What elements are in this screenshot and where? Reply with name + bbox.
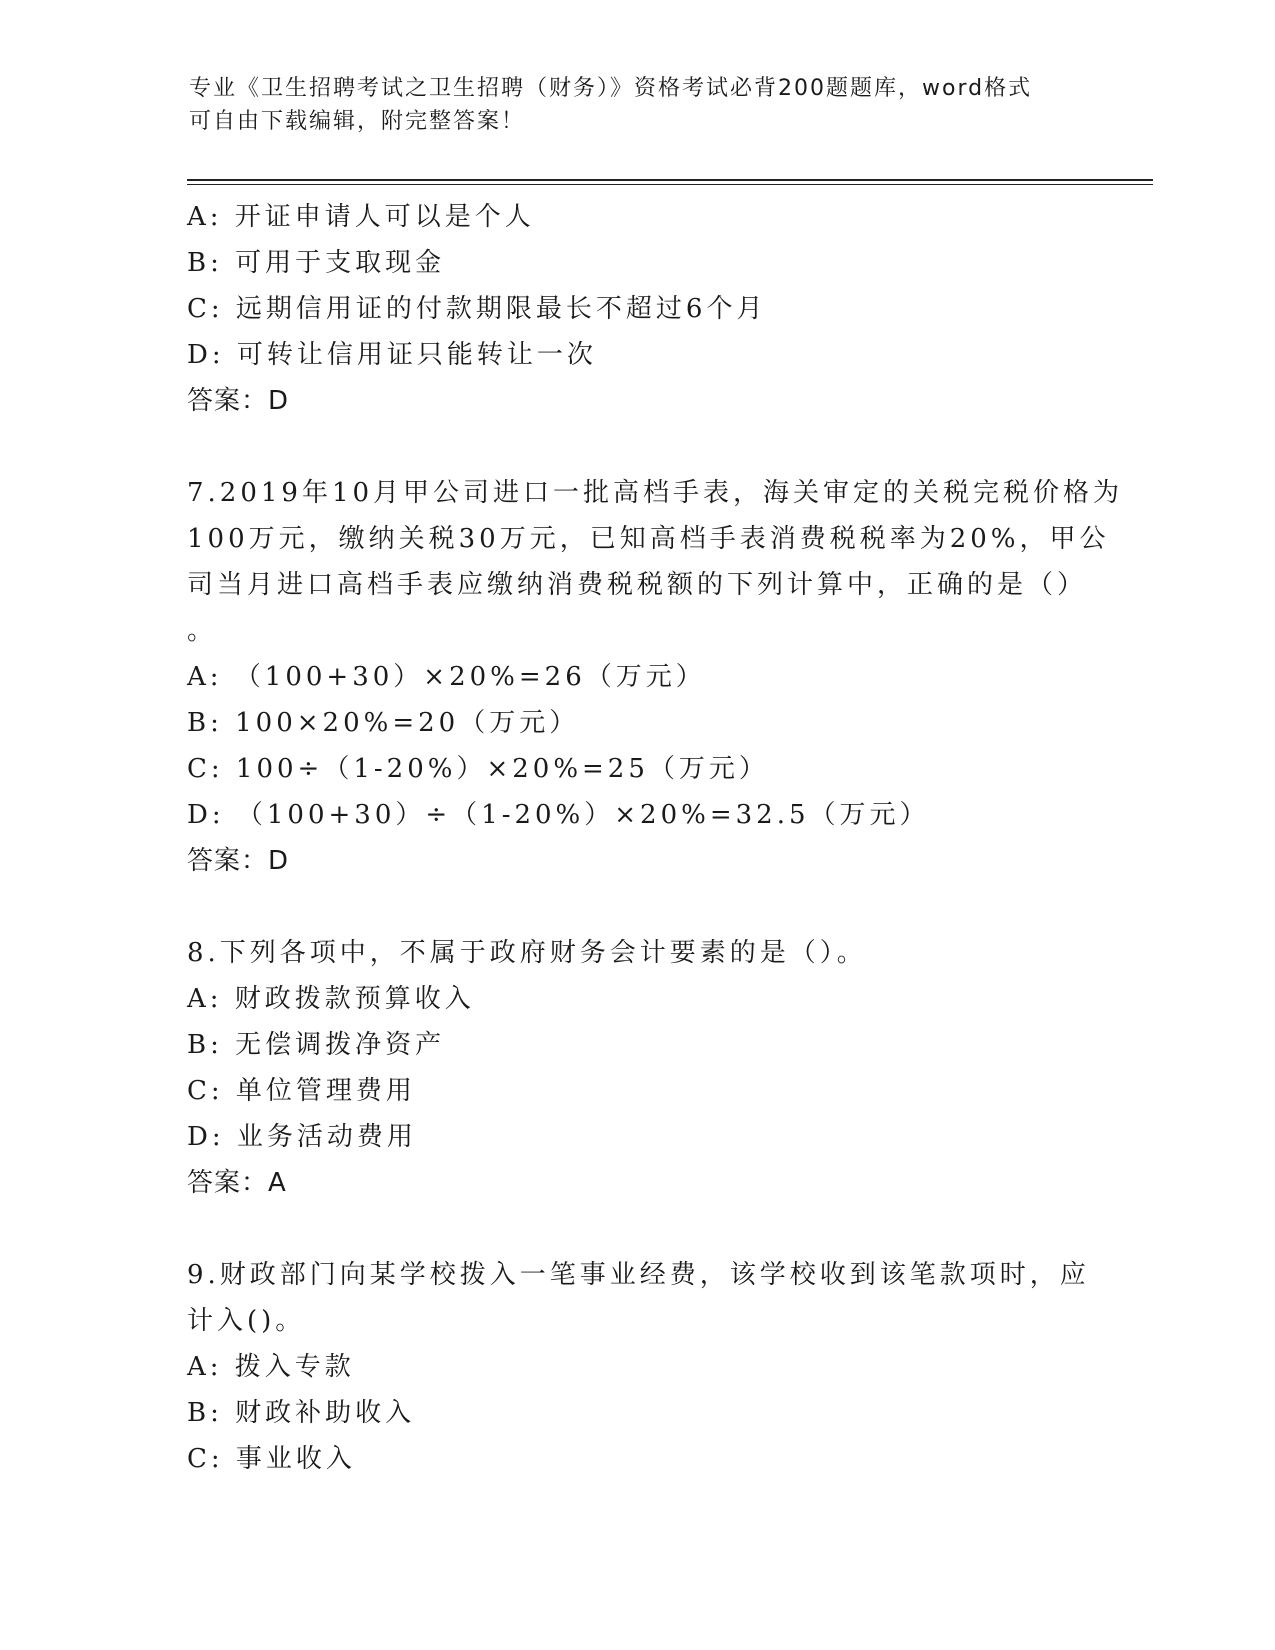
q9-option-a: A: 拨入专款 (187, 1352, 355, 1382)
q9-stem-line-2: 计入()。 (187, 1306, 306, 1336)
q7-stem-line-1: 7.2019年10月甲公司进口一批高档手表，海关审定的关税完税价格为 (187, 478, 1124, 508)
q6-option-c: C: 远期信用证的付款期限最长不超过6个月 (187, 294, 767, 324)
q6-option-a: A: 开证申请人可以是个人 (187, 202, 535, 232)
q7-stem-line-3: 司当月进口高档手表应缴纳消费税税额的下列计算中，正确的是（） (187, 570, 1088, 600)
q8-option-d: D: 业务活动费用 (187, 1122, 417, 1152)
header-line-1: 专业《卫生招聘考试之卫生招聘（财务）》资格考试必背200题题库，word格式 (189, 76, 1033, 101)
q8-stem-line-1: 8.下列各项中，不属于政府财务会计要素的是（）。 (187, 938, 867, 968)
q8-option-c: C: 单位管理费用 (187, 1076, 416, 1106)
q7-option-a: A: （100+30）×20%=26（万元） (187, 662, 706, 692)
document-header (189, 72, 1089, 138)
q8-option-a: A: 财政拨款预算收入 (187, 984, 475, 1014)
spacer (187, 1206, 1087, 1252)
q9-option-b: B: 财政补助收入 (187, 1398, 416, 1428)
question-9-block (187, 1252, 1090, 1482)
header-divider-thin (187, 184, 1153, 185)
q7-option-d: D: （100+30）÷（1-20%）×20%=32.5（万元） (187, 800, 930, 830)
q7-stem-line-4: 。 (187, 616, 218, 646)
spacer (187, 884, 1087, 930)
q6-answer: 答案：D (187, 386, 290, 416)
q7-option-b: B: 100×20%=20（万元） (187, 708, 580, 738)
q8-option-b: B: 无偿调拨净资产 (187, 1030, 446, 1060)
q6-option-d: D: 可转让信用证只能转让一次 (187, 340, 597, 370)
question-8-block (187, 930, 1087, 1206)
question-7-block (187, 470, 1124, 884)
spacer (187, 424, 1087, 470)
q9-stem-line-1: 9.财政部门向某学校拨入一笔事业经费，该学校收到该笔款项时，应 (187, 1260, 1090, 1290)
q7-answer: 答案：D (187, 846, 290, 876)
q6-option-b: B: 可用于支取现金 (187, 248, 446, 278)
q9-option-c: C: 事业收入 (187, 1444, 356, 1474)
header-line-2: 可自由下载编辑，附完整答案！ (189, 109, 526, 134)
q7-option-c: C: 100÷（1-20%）×20%=25（万元） (187, 754, 769, 784)
question-content (187, 194, 1124, 1482)
question-6-block (187, 194, 1087, 424)
header-divider (187, 179, 1153, 181)
q7-stem-line-2: 100万元，缴纳关税30万元，已知高档手表消费税税率为20%，甲公 (187, 524, 1110, 554)
q8-answer: 答案：A (187, 1168, 287, 1198)
